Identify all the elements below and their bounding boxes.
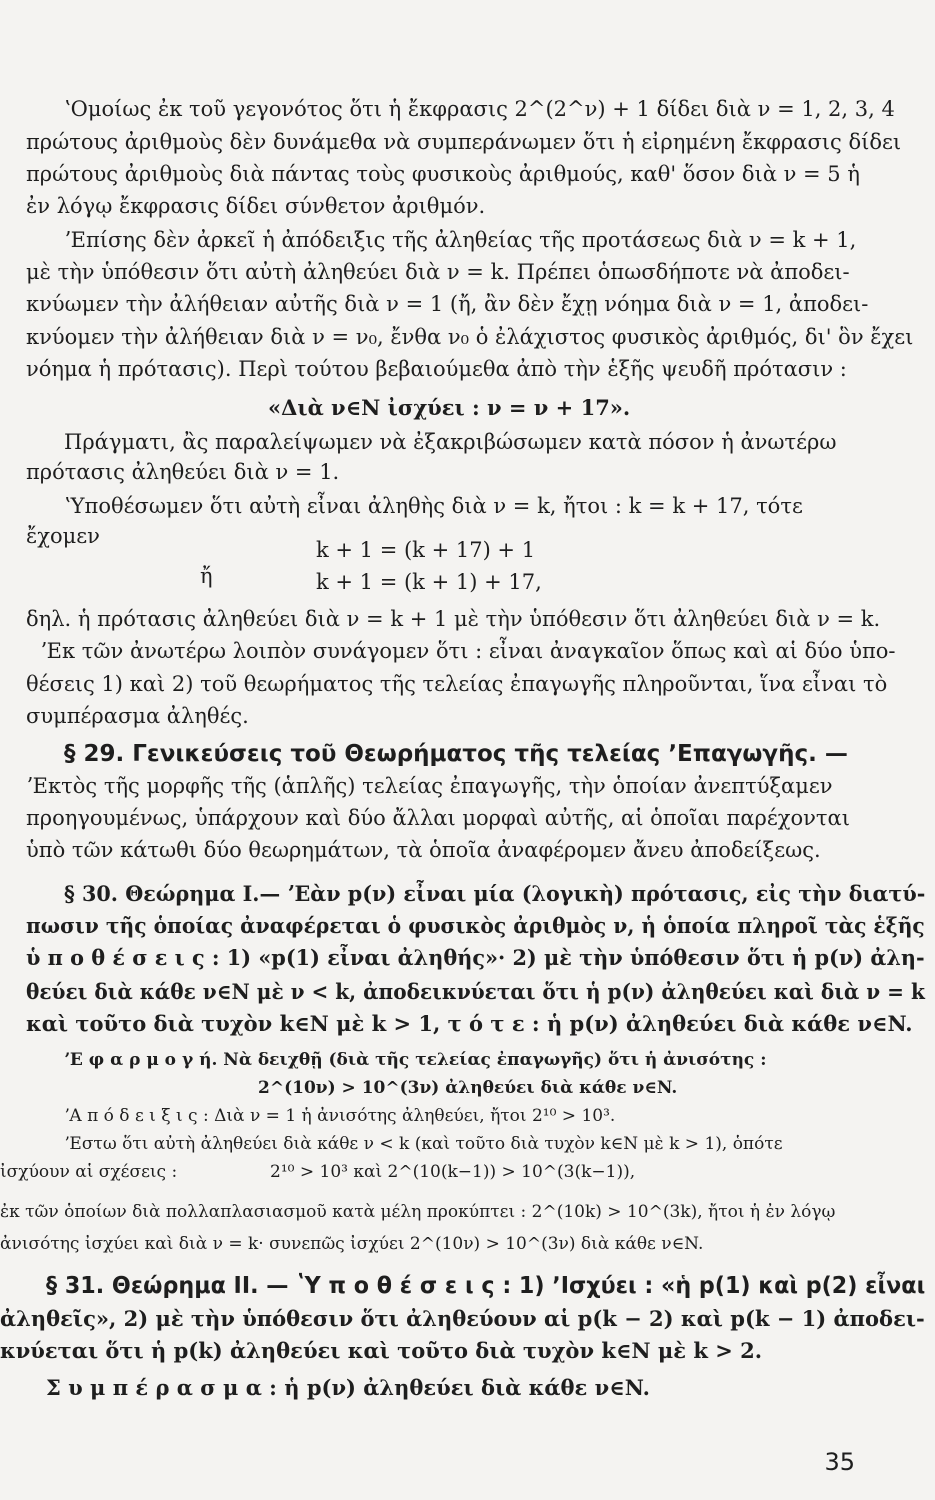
application-line: ʼΕ φ α ρ μ ο γ ή. Νὰ δειχθῇ (διὰ τῆς τελείας ἐπαγωγῆς) ὅτι ἡ ἀνισότης : — [64, 1050, 767, 1070]
theorem-1-line: πωσιν τῆς ὁποίας ἀναφέρεται ὁ φυσικὸς ἀριθμὸς ν, ἡ ὁποία πληροῖ τὰς ἑξῆς — [26, 913, 925, 938]
text-line: συμπέρασμα ἀληθές. — [26, 704, 249, 728]
theorem-1-line: καὶ τοῦτο διὰ τυχὸν k∈N μὲ k > 1, τ ό τ ε : ἡ p(ν) ἀληθεύει διὰ κάθε ν∈N. — [26, 1011, 913, 1036]
application-inequality: 2^(10ν) > 10^(3ν) ἀληθεύει διὰ κάθε ν∈N. — [258, 1078, 678, 1098]
equation: k + 1 = (k + 1) + 17, — [316, 570, 542, 594]
proof-line: ἀνισότης ἰσχύει καὶ διὰ ν = k· συνεπῶς ἰσχύει 2^(10ν) > 10^(3ν) διὰ κάθε ν∈N. — [0, 1234, 704, 1254]
text-line: ἤ — [200, 564, 213, 588]
text-line: μὲ τὴν ὑπόθεσιν ὅτι αὐτὴ ἀληθεύει διὰ ν = k. Πρέπει ὁπωσδήποτε νὰ ἀποδει- — [26, 260, 850, 284]
text-line: κνύωμεν τὴν ἀλήθειαν αὐτῆς διὰ ν = 1 (ἤ, ἂν δὲν ἔχῃ νόημα διὰ ν = 1, ἀποδει- — [26, 292, 869, 316]
section-heading-31: § 31. Θεώρημα ΙΙ. — ʽΥ π ο θ έ σ ε ι ς : 1) ʼΙσχύει : «ἡ p(1) καὶ p(2) εἶναι — [46, 1273, 926, 1299]
proof-line: 2¹⁰ > 10³ καὶ 2^(10(k−1)) > 10^(3(k−1)), — [270, 1162, 636, 1182]
text-line: ʼΕπίσης δὲν ἀρκεῖ ἡ ἀπόδειξις τῆς ἀληθείας τῆς προτάσεως διὰ ν = k + 1, — [64, 228, 857, 252]
text-line: ʽΟμοίως ἐκ τοῦ γεγονότος ὅτι ἡ ἔκφρασις 2^(2^ν) + 1 δίδει διὰ ν = 1, 2, 3, 4 — [64, 97, 895, 121]
false-proposition: «Διὰ ν∈N ἰσχύει : ν = ν + 17». — [268, 395, 631, 420]
equation: k + 1 = (k + 17) + 1 — [316, 538, 536, 562]
proof-line: ἰσχύουν αἱ σχέσεις : — [0, 1162, 178, 1182]
text-line: δηλ. ἡ πρότασις ἀληθεύει διὰ ν = k + 1 μὲ τὴν ὑπόθεσιν ὅτι ἀληθεύει διὰ ν = k. — [26, 607, 881, 631]
theorem-1-line: ὑ π ο θ έ σ ε ι ς : 1) «p(1) εἶναι ἀληθής»· 2) μὲ τὴν ὑπόθεσιν ὅτι ἡ p(ν) ἀλη- — [26, 945, 925, 970]
page-number: 35 — [824, 1448, 855, 1476]
proof-line: ʼΕστω ὅτι αὐτὴ ἀληθεύει διὰ κάθε ν < k (καὶ τοῦτο διὰ τυχὸν k∈N μὲ k > 1), ὁπότε — [64, 1134, 783, 1154]
text-line: θέσεις 1) καὶ 2) τοῦ θεωρήματος τῆς τελείας ἐπαγωγῆς πληροῦνται, ἵνα εἶναι τὸ — [26, 672, 888, 696]
text-line: προηγουμένως, ὑπάρχουν καὶ δύο ἄλλαι μορφαὶ αὐτῆς, αἱ ὁποῖαι παρέχονται — [26, 806, 850, 830]
proof-line: ʼΑ π ό δ ε ι ξ ι ς : Διὰ ν = 1 ἡ ἀνισότης ἀληθεύει, ἤτοι 2¹⁰ > 10³. — [64, 1106, 616, 1126]
theorem-2-line: ἀληθεῖς», 2) μὲ τὴν ὑπόθεσιν ὅτι ἀληθεύουν αἱ p(k − 2) καὶ p(k − 1) ἀποδει- — [0, 1306, 925, 1331]
proof-line: ἐκ τῶν ὁποίων διὰ πολλαπλασιασμοῦ κατὰ μέλη προκύπτει : 2^(10k) > 10^(3k), ἤτοι ἡ ἐν λόγῳ — [0, 1202, 836, 1222]
theorem-1-line: θεύει διὰ κάθε ν∈N μὲ ν < k, ἀποδεικνύεται ὅτι ἡ p(ν) ἀληθεύει καὶ διὰ ν = k — [26, 979, 925, 1004]
text-line: πρότασις ἀληθεύει διὰ ν = 1. — [26, 460, 340, 484]
text-line: πρώτους ἀριθμοὺς διὰ πάντας τοὺς φυσικοὺς ἀριθμούς, καθ' ὅσον διὰ ν = 5 ἡ — [26, 162, 860, 186]
text-line: ὑπὸ τῶν κάτωθι δύο θεωρημάτων, τὰ ὁποῖα ἀναφέρομεν ἄνευ ἀποδείξεως. — [26, 838, 821, 862]
text-line: Πράγματι, ἂς παραλείψωμεν νὰ ἐξακριβώσωμεν κατὰ πόσον ἡ ἀνωτέρω — [64, 430, 837, 454]
text-line: νόημα ἡ πρότασις). Περὶ τούτου βεβαιούμεθα ἀπὸ τὴν ἑξῆς ψευδῆ πρότασιν : — [26, 357, 847, 381]
text-line: ʼΕκτὸς τῆς μορφῆς τῆς (ἁπλῆς) τελείας ἐπαγωγῆς, τὴν ὁποίαν ἀνεπτύξαμεν — [26, 774, 833, 798]
theorem-1-line: § 30. Θεώρημα Ι.— ʼΕὰν p(ν) εἶναι μία (λογικὴ) πρότασις, εἰς τὴν διατύ- — [64, 881, 926, 906]
theorem-2-conclusion: Σ υ μ π έ ρ α σ μ α : ἡ p(ν) ἀληθεύει διὰ κάθε ν∈N. — [46, 1375, 650, 1400]
text-line: πρώτους ἀριθμοὺς δὲν δυνάμεθα νὰ συμπεράνωμεν ὅτι ἡ εἰρημένη ἔκφρασις δίδει — [26, 130, 902, 154]
text-line: ἐν λόγῳ ἔκφρασις δίδει σύνθετον ἀριθμόν. — [26, 194, 486, 218]
text-line: ʼΕκ τῶν ἀνωτέρω λοιπὸν συνάγομεν ὅτι : εἶναι ἀναγκαῖον ὅπως καὶ αἱ δύο ὑπο- — [40, 639, 896, 663]
text-line: κνύομεν τὴν ἀλήθειαν διὰ ν = ν₀, ἔνθα ν₀ ὁ ἐλάχιστος φυσικὸς ἀριθμός, δι' ὃν ἔχει — [26, 325, 914, 349]
text-line: ʽΥποθέσωμεν ὅτι αὐτὴ εἶναι ἀληθὴς διὰ ν = k, ἤτοι : k = k + 17, τότε — [64, 494, 803, 518]
theorem-2-line: κνύεται ὅτι ἡ p(k) ἀληθεύει καὶ τοῦτο διὰ τυχὸν k∈N μὲ k > 2. — [0, 1338, 763, 1363]
text-line: ἔχομεν — [26, 524, 100, 548]
section-heading-29: § 29. Γενικεύσεις τοῦ Θεωρήματος τῆς τελείας ʼΕπαγωγῆς. — — [64, 741, 848, 767]
